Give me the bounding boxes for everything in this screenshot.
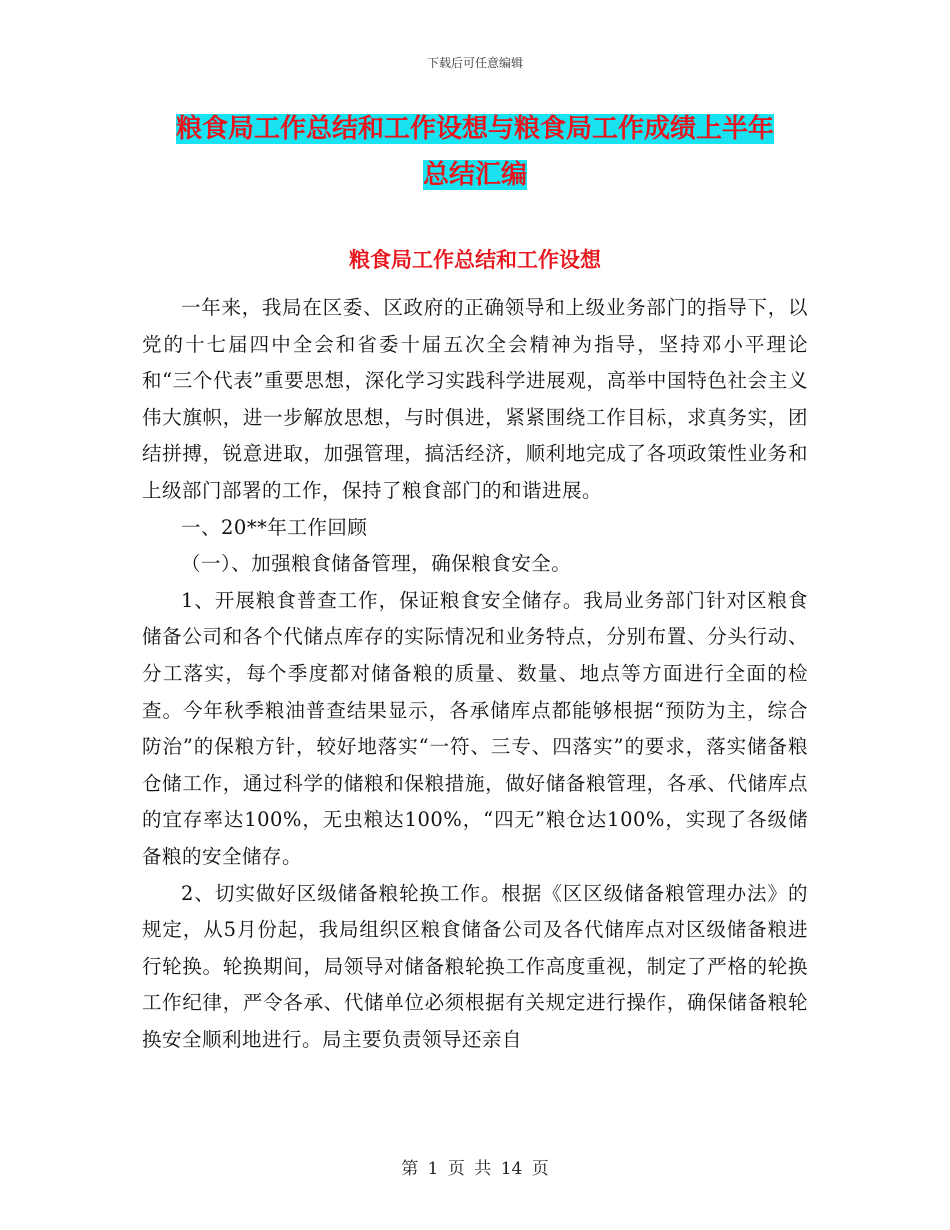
heading-review: 一、20**年工作回顾	[181, 515, 368, 539]
header-note: 下载后可任意编辑	[426, 56, 523, 70]
paragraph-reserve-rotation: 2、切实做好区级储备粮轮换工作。根据《区区级储备粮管理办法》的规定，从5月份起，我局组织区粮食储备公司及各代储库点对区级储备粮进行轮换。轮换期间，局领导对储备粮轮换工作高度重视，制定了严格的轮换工作纪律，严令各承、代储单位必须根据有关规定进行操作，确保储备粮轮换安全顺利地进行。局主要负责领导还亲自	[142, 881, 808, 1051]
paragraph-grain-census: 1、开展粮食普查工作，保证粮食安全储存。我局业务部门针对区粮食储备公司和各个代储点库存的实际情况和业务特点，分别布置、分头行动、分工落实，每个季度都对储备粮的质量、数量、地点等方面进行全面的检查。今年秋季粮油普查结果显示，各承储库点都能够根据“预防为主，综合防治”的保粮方针，较好地落实“一符、三专、四落实”的要求，落实储备粮仓储工作，通过科学的储粮和保粮措施，做好储备粮管理，各承、代储库点的宜存率达100%，无虫粮达100%，“四无”粮仓达100%，实现了各级储备粮的安全储存。	[142, 588, 808, 868]
subheading-grain-reserve: （一）、加强粮食储备管理，确保粮食安全。	[181, 552, 572, 576]
document-title-line-2: 总结汇编	[422, 160, 527, 190]
page-number-footer: 第 1 页 共 14 页	[401, 1159, 549, 1179]
paragraph-intro: 一年来，我局在区委、区政府的正确领导和上级业务部门的指导下，以党的十七届四中全会和省委十届五次全会精神为指导，坚持邓小平理论和“三个代表”重要思想，深化学习实践科学进展观，高举中国特色社会主义伟大旗帜，进一步解放思想，与时俱进，紧紧围绕工作目标，求真务实，团结拼搏，锐意进取，加强管理，搞活经济，顺利地完成了各项政策性业务和上级部门部署的工作，保持了粮食部门的和谐进展。	[142, 296, 808, 502]
document-body	[142, 290, 808, 1058]
document-title-line-1: 粮食局工作总结和工作设想与粮食局工作成绩上半年	[175, 114, 774, 144]
section-title: 粮食局工作总结和工作设想	[349, 248, 601, 272]
document-title	[150, 106, 800, 198]
